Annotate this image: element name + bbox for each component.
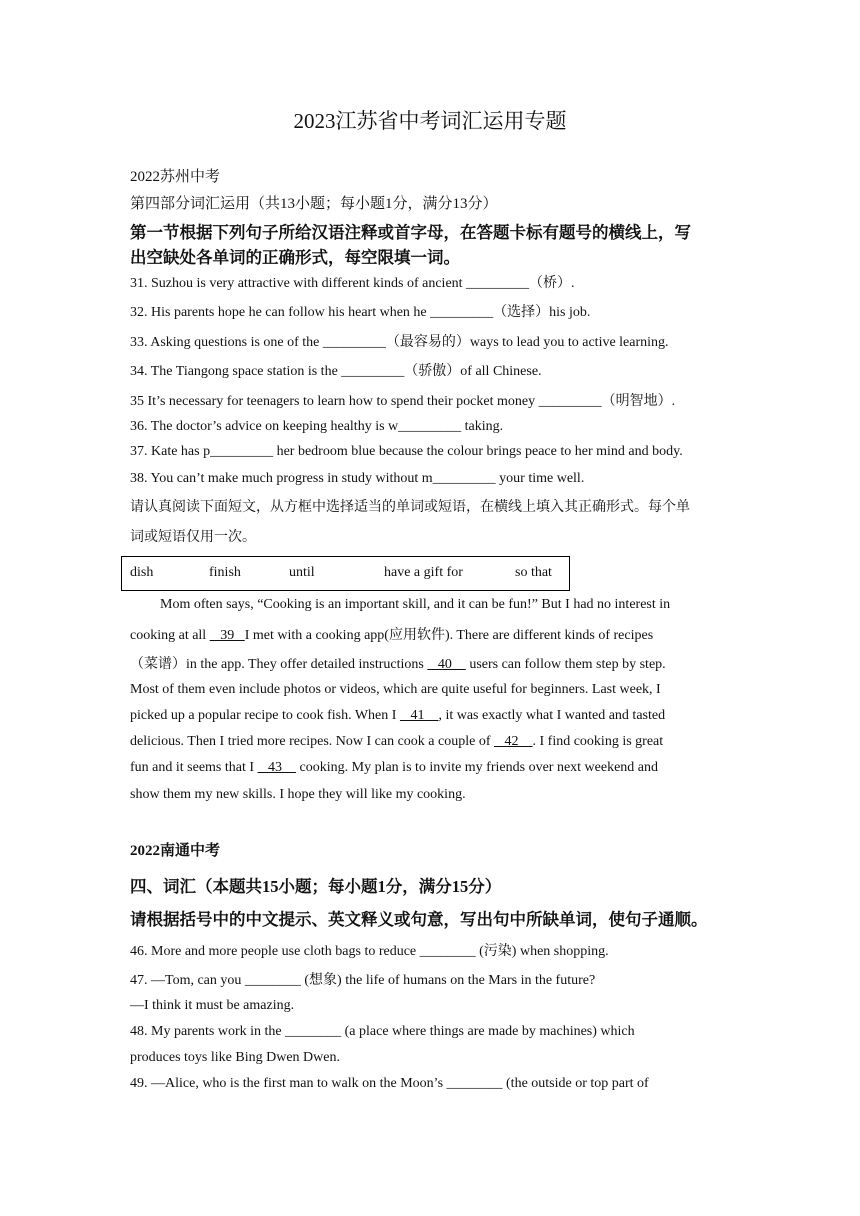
part-title-nantong: 四、词汇（本题共15小题；每小题1分，满分15分）: [130, 877, 502, 896]
word-bank-item: so that: [515, 565, 552, 580]
question-31: 31. Suzhou is very attractive with different kinds of ancient _________（桥）.: [130, 276, 575, 291]
word-bank-box: [121, 556, 570, 591]
word-bank-item: have a gift for: [384, 565, 463, 580]
instruction-nantong: 请根据括号中的中文提示、英文释义或句意，写出句中所缺单词，使句子通顺。: [130, 910, 708, 929]
blank-42: 42: [494, 734, 533, 749]
question-35: 35 It’s necessary for teenagers to learn how to spend their pocket money _________（明智地）.: [130, 394, 676, 409]
question-33: 33. Asking questions is one of the _________（最容易的）ways to lead you to active learning.: [130, 335, 669, 350]
blank-43: 43: [257, 760, 297, 775]
question-48-continued: produces toys like Bing Dwen Dwen.: [130, 1050, 340, 1065]
word-bank-item: dish: [130, 565, 154, 580]
word-bank-item: finish: [209, 565, 241, 580]
question-32: 32. His parents hope he can follow his heart when he _________（选择）his job.: [130, 305, 591, 320]
question-47: 47. —Tom, can you ________ (想象) the life of humans on the Mars in the future?: [130, 973, 596, 988]
section-instruction-line-2: 出空缺处各单词的正确形式，每空限填一词。: [130, 248, 460, 267]
section-heading-suzhou: 2022苏州中考: [130, 169, 221, 185]
document-title: 2023江苏省中考词汇运用专题: [293, 109, 567, 133]
reading-instruction-line-1: 请认真阅读下面短文，从方框中选择适当的单词或短语，在横线上填入其正确形式。每个单: [130, 500, 690, 515]
question-49: 49. —Alice, who is the first man to walk on the Moon’s ________ (the outside or top part of: [130, 1076, 649, 1091]
word-bank-item: until: [289, 565, 315, 580]
blank-40: 40: [427, 657, 466, 672]
passage-line-4: Most of them even include photos or videos, which are quite useful for beginners. Last week, I: [130, 682, 661, 697]
section-heading-nantong: 2022南通中考: [130, 843, 221, 859]
blank-39: 39: [209, 628, 245, 643]
passage-line-8: show them my new skills. I hope they will like my cooking.: [130, 787, 466, 802]
passage-line-2: cooking at all 39 I met with a cooking app(应用软件). There are different kinds of recipes: [130, 628, 654, 643]
passage-line-7: fun and it seems that I 43 cooking. My plan is to invite my friends over next weekend and: [130, 760, 659, 775]
blank-41: 41: [399, 708, 439, 723]
reading-instruction-line-2: 词或短语仅用一次。: [130, 530, 256, 545]
question-47-answer: —I think it must be amazing.: [130, 998, 295, 1013]
part-title-suzhou: 第四部分词汇运用（共13小题；每小题1分，满分13分）: [130, 196, 498, 212]
section-instruction-line-1: 第一节根据下列句子所给汉语注释或首字母，在答题卡标有题号的横线上，写: [130, 223, 691, 242]
question-34: 34. The Tiangong space station is the _________（骄傲）of all Chinese.: [130, 364, 542, 379]
question-46: 46. More and more people use cloth bags to reduce ________ (污染) when shopping.: [130, 944, 609, 959]
passage-line-6: delicious. Then I tried more recipes. Now I can cook a couple of 42 . I find cooking is great: [130, 734, 664, 749]
question-36: 36. The doctor’s advice on keeping healthy is w_________ taking.: [130, 419, 504, 434]
question-37: 37. Kate has p_________ her bedroom blue because the colour brings peace to her mind and body.: [130, 444, 683, 459]
question-38: 38. You can’t make much progress in study without m_________ your time well.: [130, 471, 585, 486]
passage-line-3: （菜谱）in the app. They offer detailed instructions 40 users can follow them step by step.: [130, 657, 666, 672]
passage-line-5: picked up a popular recipe to cook fish. When I 41 , it was exactly what I wanted and tasted: [130, 708, 666, 723]
passage-line-1: Mom often says, “Cooking is an important skill, and it can be fun!” But I had no interest in: [160, 597, 671, 612]
question-48: 48. My parents work in the ________ (a place where things are made by machines) which: [130, 1024, 635, 1039]
